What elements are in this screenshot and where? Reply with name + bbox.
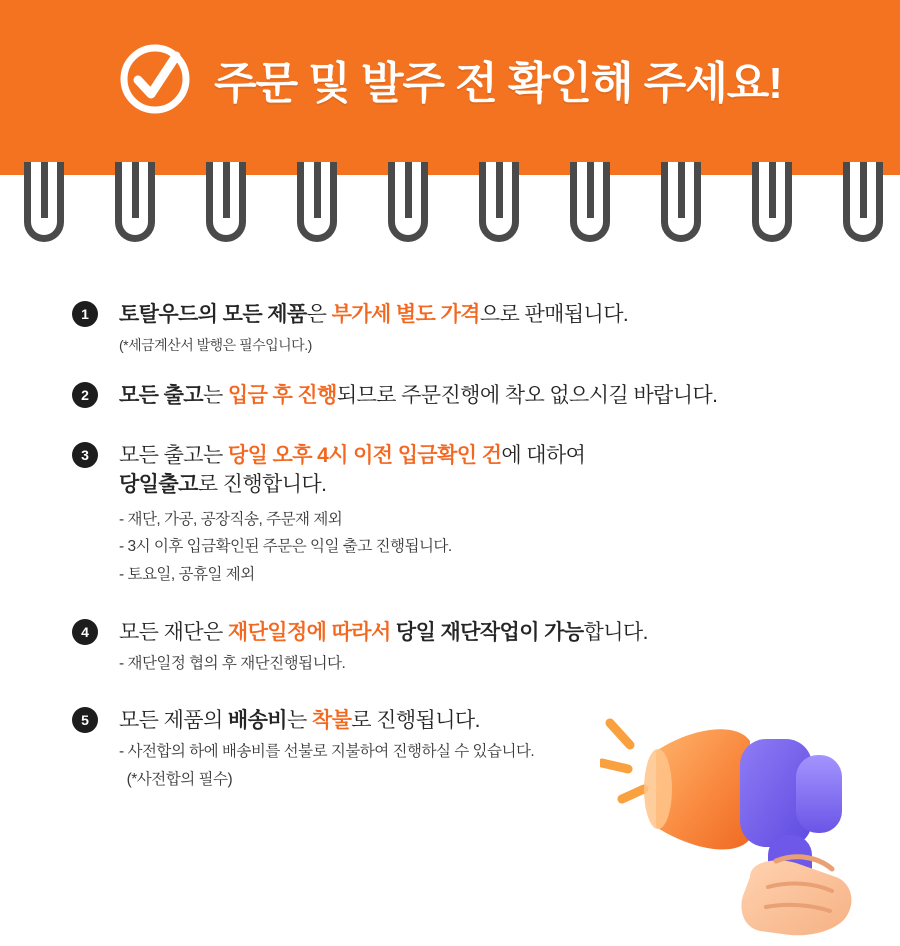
list-item-number: 1 xyxy=(72,301,98,327)
list-item-number: 5 xyxy=(72,707,98,733)
text-segment: 당일 재단작업이 가능 xyxy=(395,620,584,644)
detail-line: - 3시 이후 입금확인된 주문은 익일 출고 진행됩니다. xyxy=(119,538,452,556)
list-item-details xyxy=(119,506,830,587)
list-item-number: 4 xyxy=(72,619,98,645)
detail-line: - 사전합의 하에 배송비를 선불로 지불하여 진행하실 수 있습니다. xyxy=(119,743,535,761)
list-item-text xyxy=(119,300,830,330)
list-item-text xyxy=(119,618,830,648)
list-item-text xyxy=(119,706,830,736)
text-segment: 되므로 주문진행에 착오 없으시길 바랍니다. xyxy=(336,383,718,407)
text-segment: 모든 출고는 xyxy=(119,443,228,467)
page-title: 주문 및 발주 전 확인해 주세요! xyxy=(214,58,782,108)
text-segment: 토탈우드의 모든 제품 xyxy=(119,303,307,326)
list-item-details xyxy=(119,650,830,677)
check-circle-icon xyxy=(118,42,192,116)
list-item-text xyxy=(119,381,830,411)
detail-line: - 재단일정 협의 후 재단진행됩니다. xyxy=(119,655,346,673)
text-segment: 로 진행됩니다. xyxy=(351,708,480,732)
text-segment: 당일 오후 4시 이전 입금확인 건 xyxy=(227,443,502,467)
text-segment: 는 xyxy=(286,708,312,732)
list-item xyxy=(72,706,830,793)
text-segment: 합니다. xyxy=(583,620,648,644)
detail-line: - 재단, 가공, 공장직송, 주문재 제외 xyxy=(119,511,343,529)
list-item-number: 2 xyxy=(72,382,98,408)
text-segment: 재단일정에 따라서 xyxy=(227,620,391,644)
detail-line: - 토요일, 공휴일 제외 xyxy=(119,565,255,583)
text-segment: 에 대하여 xyxy=(501,443,586,467)
text-segment: 모든 재단은 xyxy=(119,620,228,644)
list-item xyxy=(72,381,830,411)
text-segment: 은 xyxy=(306,303,332,326)
list-item-number: 3 xyxy=(72,442,98,468)
text-segment: 모든 제품의 xyxy=(119,708,228,732)
list-item-text xyxy=(119,441,830,501)
text-segment: 는 xyxy=(202,383,228,407)
notice-list xyxy=(0,300,900,793)
list-item xyxy=(72,300,830,355)
detail-line: (*사전합의 필수) xyxy=(119,770,233,788)
list-item-details xyxy=(119,738,830,792)
text-segment: 입금 후 진행 xyxy=(227,383,337,407)
text-segment: 착불 xyxy=(311,708,352,732)
binder-rings xyxy=(0,160,900,270)
header-banner xyxy=(0,0,900,175)
text-segment: 배송비 xyxy=(227,708,287,732)
text-segment: 으로 판매됩니다. xyxy=(479,303,629,326)
text-segment: 로 진행합니다. xyxy=(197,473,327,497)
text-segment: 당일출고 xyxy=(119,473,198,497)
list-item-note: (*세금계산서 발행은 필수입니다.) xyxy=(119,336,312,353)
list-item xyxy=(72,441,830,588)
text-segment: 모든 출고 xyxy=(119,383,203,407)
list-item xyxy=(72,618,830,678)
header-banner-inner xyxy=(118,42,782,116)
text-segment: 부가세 별도 가격 xyxy=(331,303,480,326)
